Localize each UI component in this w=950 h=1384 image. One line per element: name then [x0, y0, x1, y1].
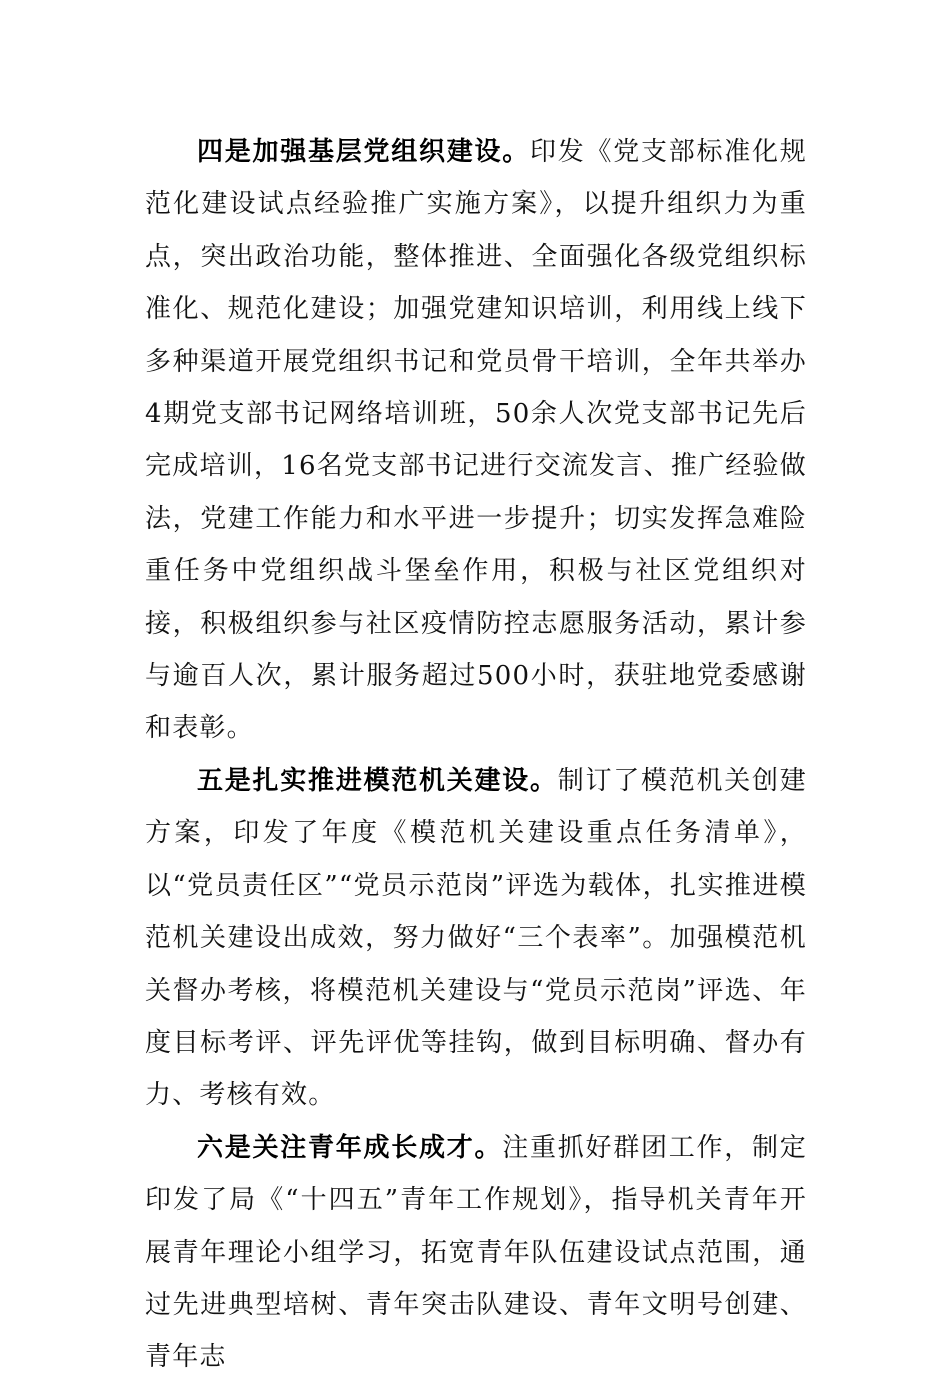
paragraph-text: 印发《党支部标准化规范化建设试点经验推广实施方案》，以提升组织力为重点，突出政治功能，整体推进、全面强化各级党组织标准化、规范化建设；加强党建知识培训，利用线上线下多种渠道开展党组织书记和党员骨干培训，全年共举办4期党支部书记网络培训班，50余人次党支部书记先后完成培训，16名党支部书记进行交流发言、推广经验做法，党建工作能力和水平进一步提升；切实发挥急难险重任务中党组织战斗堡垒作用，积极与社区党组织对接，积极组织参与社区疫情防控志愿服务活动，累计参与逾百人次，累计服务超过500小时，获驻地党委感谢和表彰。 [145, 137, 807, 744]
paragraph-party-organization [145, 126, 807, 755]
paragraph-heading: 六是关注青年成长成才。 [197, 1132, 503, 1163]
paragraph-heading: 四是加强基层党组织建设。 [197, 137, 531, 167]
paragraph-model-organ [145, 755, 807, 1122]
paragraph-text: 注重抓好群团工作，制定印发了局《“十四五”青年工作规划》，指导机关青年开展青年理论小组学习，拓宽青年队伍建设试点范围，通过先进典型培树、青年突击队建设、青年文明号创建、青年志 [145, 1132, 808, 1373]
document-body [145, 126, 807, 1384]
paragraph-youth-growth [145, 1122, 807, 1384]
paragraph-heading: 五是扎实推进模范机关建设。 [197, 765, 558, 796]
paragraph-text: 制订了模范机关创建方案，印发了年度《模范机关建设重点任务清单》，以“党员责任区”“党员示范岗”评选为载体，扎实推进模范机关建设出成效，努力做好“三个表率”。加强模范机关督办考核，将模范机关建设与“党员示范岗”评选、年度目标考评、评先评优等挂钩，做到目标明确、督办有力、考核有效。 [145, 765, 807, 1111]
